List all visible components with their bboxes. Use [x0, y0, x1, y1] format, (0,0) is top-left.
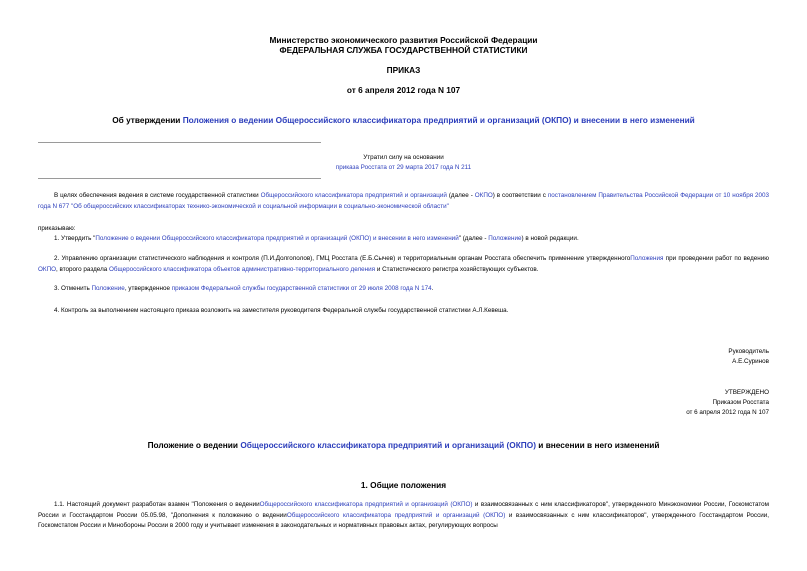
preamble-text-3: ) в соответствии с [492, 192, 548, 199]
signature-role: Руководитель [728, 348, 769, 355]
okpo-abbr-link[interactable]: ОКПО [474, 192, 493, 199]
separator-top [38, 142, 321, 143]
okpo-link[interactable]: Общероссийского классификатора предприятий и организаций [260, 192, 447, 199]
status-text: Утратил силу на основании [363, 154, 444, 161]
service-name: ФЕДЕРАЛЬНАЯ СЛУЖБА ГОСУДАРСТВЕННОЙ СТАТИСТИКИ [279, 45, 528, 55]
preamble-text-1: В целях обеспечения ведения в системе государственной статистики [54, 192, 261, 199]
title-prefix: Об утверждении [112, 115, 183, 125]
section-1-paragraph [38, 500, 769, 532]
item-2-text-4: и Статистического регистра хозяйствующих субъектов. [375, 265, 539, 273]
section-okpo-link-2[interactable]: Общероссийского классификатора предприятий и организаций (ОКПО) [286, 511, 506, 519]
item-1-text-2: " (далее - [458, 235, 489, 242]
approval-heading: УТВЕРЖДЕНО [724, 389, 769, 396]
status-link[interactable]: приказа Росстата от 29 марта 2017 года N 211 [335, 164, 472, 171]
separator-bottom [38, 178, 321, 179]
title-link[interactable]: Положения о ведении Общероссийского классификатора предприятий и организаций (ОКПО) и внесении в него изменений [182, 115, 695, 125]
section-heading: 1. Общие положения [360, 480, 447, 490]
regulation-title-prefix: Положение о ведении [147, 440, 241, 450]
okpo-link-2[interactable]: ОКПО [38, 265, 56, 273]
item-2-text-3: , второго раздела [56, 265, 110, 273]
item-3-text-3: . [431, 285, 434, 292]
regulation-short-link[interactable]: Положение [488, 235, 522, 242]
page-title [0, 115, 807, 125]
regulation-title-link[interactable]: Общероссийского классификатора предприятий и организаций (ОКПО) [240, 440, 536, 450]
item-1-text-3: ) в новой редакции. [521, 235, 579, 242]
preamble-text-2: (далее - [446, 192, 475, 199]
item-2 [38, 254, 769, 275]
section-okpo-link-1[interactable]: Общероссийского классификатора предприятий и организаций (ОКПО) [259, 501, 473, 508]
regulation-link[interactable]: Положение о ведении Общероссийского классификатора предприятий и организаций (ОКПО) и внесении в него изменений [95, 235, 459, 242]
okato-link[interactable]: Общероссийского классификатора объектов административно-территориального деления [109, 265, 376, 273]
doc-date: от 6 апреля 2012 года N 107 [346, 85, 461, 95]
signature-name: А.Е.Суринов [732, 358, 769, 365]
item-1 [54, 236, 579, 242]
item-3-text-1: 3. Отменить [54, 285, 92, 292]
ministry-name: Министерство экономического развития Российской Федерации [269, 35, 538, 45]
old-regulation-link[interactable]: Положение [91, 285, 125, 292]
preamble-paragraph [38, 191, 769, 212]
government-decree-link[interactable]: постановлением Правительства Российской Федерации от 10 ноября 2003 года N 677 "Об общероссийских классификаторах технико-экономической и социальной информации в социально-экономической области" [38, 192, 770, 210]
approval-by: Приказом Росстата [712, 399, 769, 406]
item-4: 4. Контроль за выполнением настоящего приказа возложить на заместителя руководителя Федеральной службы государственной статистики А.Л.Кевеша. [54, 307, 509, 314]
item-3-text-2: , утвержденное [124, 285, 172, 292]
item-2-text-2: при проведении работ по ведению [663, 255, 769, 262]
order-word: приказываю: [38, 225, 76, 232]
regulation-title-suffix: и внесении в него изменений [535, 440, 660, 450]
item-1-text-1: 1. Утвердить " [54, 235, 96, 242]
item-3 [54, 286, 433, 292]
item-2-text-1: 2. Управлению организации статистического наблюдения и контроля (П.И.Долгополов), ГМЦ Росстата (Е.Б.Сычев) и территориальным органам Росстата обеспечить применение утвержденного [54, 255, 631, 262]
regulation-approved-link[interactable]: Положения [630, 255, 664, 262]
order-174-link[interactable]: приказом Федеральной службы государственной статистики от 29 июля 2008 года N 174 [171, 285, 432, 292]
section-1-text-3: и взаимосвязанных с ним классификаторов", утвержденного Госстандартом России, Госкомстатом России и Минобороны России в 2000 году и учитывает изменения в законодательных и нормативных правовых актах, регулирующих вопросы [38, 511, 770, 530]
section-1-text-1: 1.1. Настоящий документ разработан взамен "Положения о ведении [54, 501, 260, 508]
section-1-text-2: и взаимосвязанных с ним классификаторов", утвержденного Минэкономики России, Госкомстатом России и Госстандартом России 05.05.98, "Дополнения к положению о ведении [38, 501, 769, 519]
approval-date: от 6 апреля 2012 года N 107 [686, 409, 769, 416]
doc-type: ПРИКАЗ [386, 65, 421, 75]
regulation-title [0, 440, 807, 450]
